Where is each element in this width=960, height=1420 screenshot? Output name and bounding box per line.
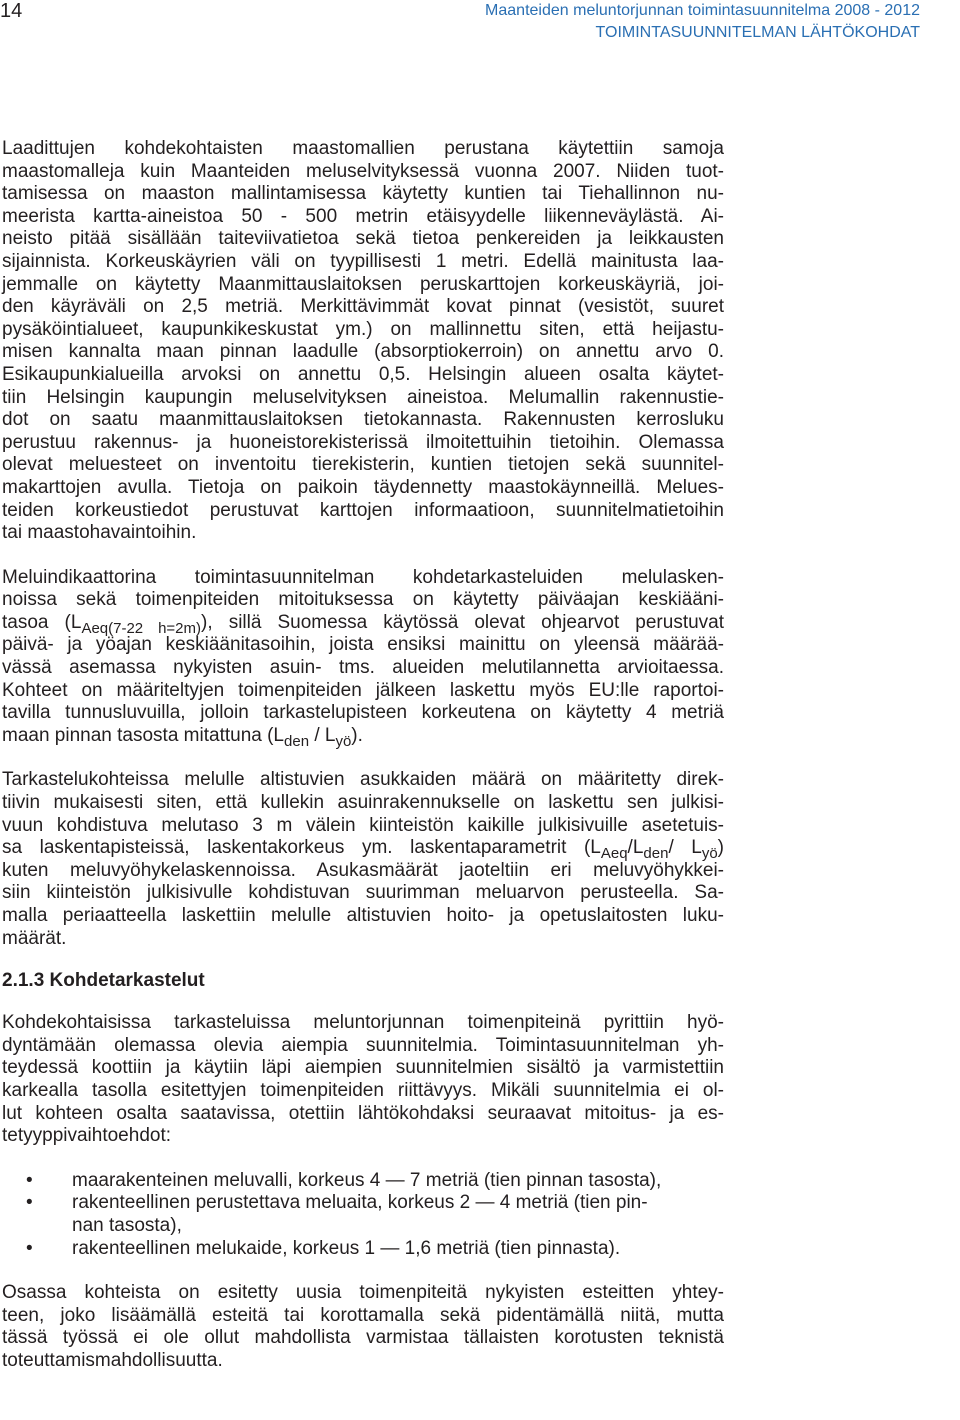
list-item xyxy=(2,1192,724,1237)
page-number: 14 xyxy=(0,0,23,22)
list-item xyxy=(2,1238,724,1261)
running-header xyxy=(485,0,920,44)
text-line: teen, joko lisäämällä esteitä tai korottamalla sekä pidentämällä niitä, mutta xyxy=(2,1304,724,1326)
text-line: Kohdekohtaisissa tarkasteluissa meluntorjunnan toimenpiteinä pyrittiin hyö- xyxy=(2,1012,724,1034)
text-line: teiden korkeustiedot perustuvat karttojen informaatioon, suunnitelmatietoihin xyxy=(2,499,724,521)
running-header-title: Maanteiden meluntorjunnan toimintasuunnitelma 2008 - 2012 xyxy=(485,2,920,19)
subscript: den xyxy=(643,845,669,863)
text-line: dot on saatu maanmittauslaitoksen tietokannasta. Rakennusten kerrosluku xyxy=(2,409,724,431)
subscript: den xyxy=(284,732,310,750)
text-line: maastomalleja kuin Maanteiden meluselvityksessä vuonna 2007. Niiden tuot- xyxy=(2,160,724,182)
text-line: tamisessa on maaston mallintamisessa käytetty kuntien tai Tiehallinnon nu- xyxy=(2,183,724,205)
text-line: tasoa $(L_{Aeq(7-22 h=2m)})$, sillä Suomessa käytössä olevat ohjearvot perustuvat xyxy=(2,611,725,637)
paragraph-noise-indicator xyxy=(2,567,724,748)
bullet-list xyxy=(2,1170,724,1260)
subscript: Aeq xyxy=(600,845,628,863)
text-line: maan pinnan tasosta mitattuna $(L_{den} / L_{yö})$. xyxy=(2,724,363,750)
text-line: Kohteet on määriteltyjen toimenpiteiden jälkeen laskettu myös EU:lle raportoi- xyxy=(2,679,724,701)
text-line: malla periaatteella laskettiin melulle altistuvien hoito- ja opetuslaitosten luku- xyxy=(2,905,724,926)
bullet-icon: • xyxy=(26,1169,33,1191)
text-line: päivä- ja yöajan keskiäänitasoihin, joista ensiksi mainittu on yleensä määrää- xyxy=(2,634,724,656)
subscript: yö xyxy=(335,732,352,750)
text-line: tai maastohavaintoihin. xyxy=(2,522,197,544)
text-line: perustuu rakennus- ja huoneistorekisterissä ilmoitettuihin tietoihin. Olemassa xyxy=(2,431,724,453)
text-line: siin kiinteistön julkisivulle kohdistuvan suurimman meluarvon perusteella. Sa- xyxy=(2,882,724,904)
text-line: dyntämään olemassa olevia aiempia suunnitelmia. Toimintasuunnitelman yh- xyxy=(2,1034,724,1056)
paragraph-new-measures xyxy=(2,1282,724,1372)
text-line: rakenteellinen melukaide, korkeus 1 — 1,6 metriä (tien pinnasta). xyxy=(72,1237,621,1259)
bullet-icon: • xyxy=(26,1192,33,1214)
text-line: tavilla tunnusluvuilla, jolloin tarkastelupisteen korkeutena on käytetty 4 metriä xyxy=(2,702,724,724)
text-line: kuten meluvyöhykelaskennoissa. Asukasmäärät jaoteltiin eri meluvyöhykkei- xyxy=(2,859,724,881)
body-text xyxy=(2,138,724,1373)
text-line: olevat meluesteet on inventoitu tierekisterin, kuntien tietojen sekä suunnitel- xyxy=(2,454,724,476)
paragraph-terrain-models xyxy=(2,138,724,545)
list-item xyxy=(2,1170,724,1193)
text-line: rakenteellinen perustettava meluaita, korkeus 2 — 4 metriä (tien pin- xyxy=(72,1192,648,1214)
text-line: pysäköintialueet, kaupunkikeskustat ym.) on mallinnettu siten, että heijastu- xyxy=(2,318,724,340)
text-line: toteuttamismahdollisuutta. xyxy=(2,1349,223,1371)
text-line: Tarkastelukohteissa melulle altistuvien asukkaiden määrä on määritetty direk- xyxy=(2,769,724,791)
text-line: jemmalle on käytetty Maanmittauslaitoksen peruskarttojen korkeuskäyriä, joi- xyxy=(2,273,724,295)
running-header-chapter: TOIMINTASUUNNITELMAN LÄHTÖKOHDAT xyxy=(595,24,920,41)
text-line: Laadittujen kohdekohtaisten maastomallien perustana käytettiin samoja xyxy=(2,138,724,159)
text-line: misen kannalta maan pinnan laadulle (absorptiokerroin) on annettu arvo 0. xyxy=(2,341,724,363)
paragraph-exposed-residents xyxy=(2,769,724,950)
text-line: Meluindikaattorina toimintasuunnitelman kohdetarkasteluiden melulasken- xyxy=(2,566,724,588)
text-line: noissa sekä toimenpiteiden mitoituksessa on käytetty päiväajan keskiääni- xyxy=(2,589,724,611)
text-line: Osassa kohteista on esitetty uusia toimenpiteitä nykyisten esteitten yhtey- xyxy=(2,1282,724,1304)
text-line: den käyräväli on 2,5 metriä. Merkittävimmät kovat pinnat (vesistöt, suuret xyxy=(2,296,724,318)
subscript: Aeq(7-22 h=2m) xyxy=(81,619,202,637)
text-line: lut kohteen osalta saatavissa, otettiin lähtökohdaksi seuraavat mitoitus- ja es- xyxy=(2,1102,724,1124)
text-line: tiin Helsingin kaupungin meluselvityksen aineistoa. Melumallin rakennustie- xyxy=(2,386,724,408)
text-line: nan tasosta), xyxy=(72,1214,182,1236)
text-line: karkealla tasolla esitettyjen toimenpiteiden riittävyys. Mikäli suunnitelmia ei ol- xyxy=(2,1079,724,1101)
subscript: yö xyxy=(701,845,718,863)
text-line: maarakenteinen meluvalli, korkeus 4 — 7 metriä (tien pinnan tasosta), xyxy=(72,1169,662,1191)
text-line: vässä asemassa nykyisten asuin- tms. alueiden melutilannetta arvioitaessa. xyxy=(2,657,724,679)
text-line: meerista kartta-aineistoa 50 - 500 metrin etäisyydelle liikenneväylästä. Ai- xyxy=(2,205,724,227)
text-line: sijainnista. Korkeuskäyrien väli on tyypillisesti 1 metri. Edellä mainitusta laa- xyxy=(2,250,724,272)
text-line: tiivin mukaisesti siten, että kullekin asuinrakennukselle on laskettu sen julkisi- xyxy=(2,792,724,814)
text-line: teydessä koottiin ja käytiin läpi aiempien suunnitelmien sisältö ja varmistettiin xyxy=(2,1057,724,1079)
text-line: makarttojen avulla. Tietoja on paikoin täydennetty maastokäynneillä. Melues- xyxy=(2,476,724,498)
section-heading: 2.1.3 Kohdetarkastelut xyxy=(2,970,205,992)
text-line: vuun kohdistuva melutaso 3 m välein kiinteistön kaikille julkisivuille asetetuis- xyxy=(2,814,724,836)
text-line: neisto pitää sisällään taiteviivatietoa sekä tietoa penkereiden ja leikkausten xyxy=(2,228,724,250)
text-line: sa laskentapisteissä, laskentakorkeus ym. laskentaparametrit ($L_{Aeq}/L_{den}/$ $L_{yö}$) xyxy=(2,837,724,863)
text-line: määrät. xyxy=(2,927,67,949)
paragraph-site-studies xyxy=(2,1012,724,1148)
bullet-icon: • xyxy=(26,1237,33,1259)
text-line: tetyyppivaihtoehdot: xyxy=(2,1125,172,1147)
text-line: Esikaupunkialueilla arvoksi on annettu 0,5. Helsingin alueen osalta käytet- xyxy=(2,363,724,385)
text-line: tässä työssä ei ole ollut mahdollista varmistaa tällaisten korotusten teknistä xyxy=(2,1327,724,1349)
